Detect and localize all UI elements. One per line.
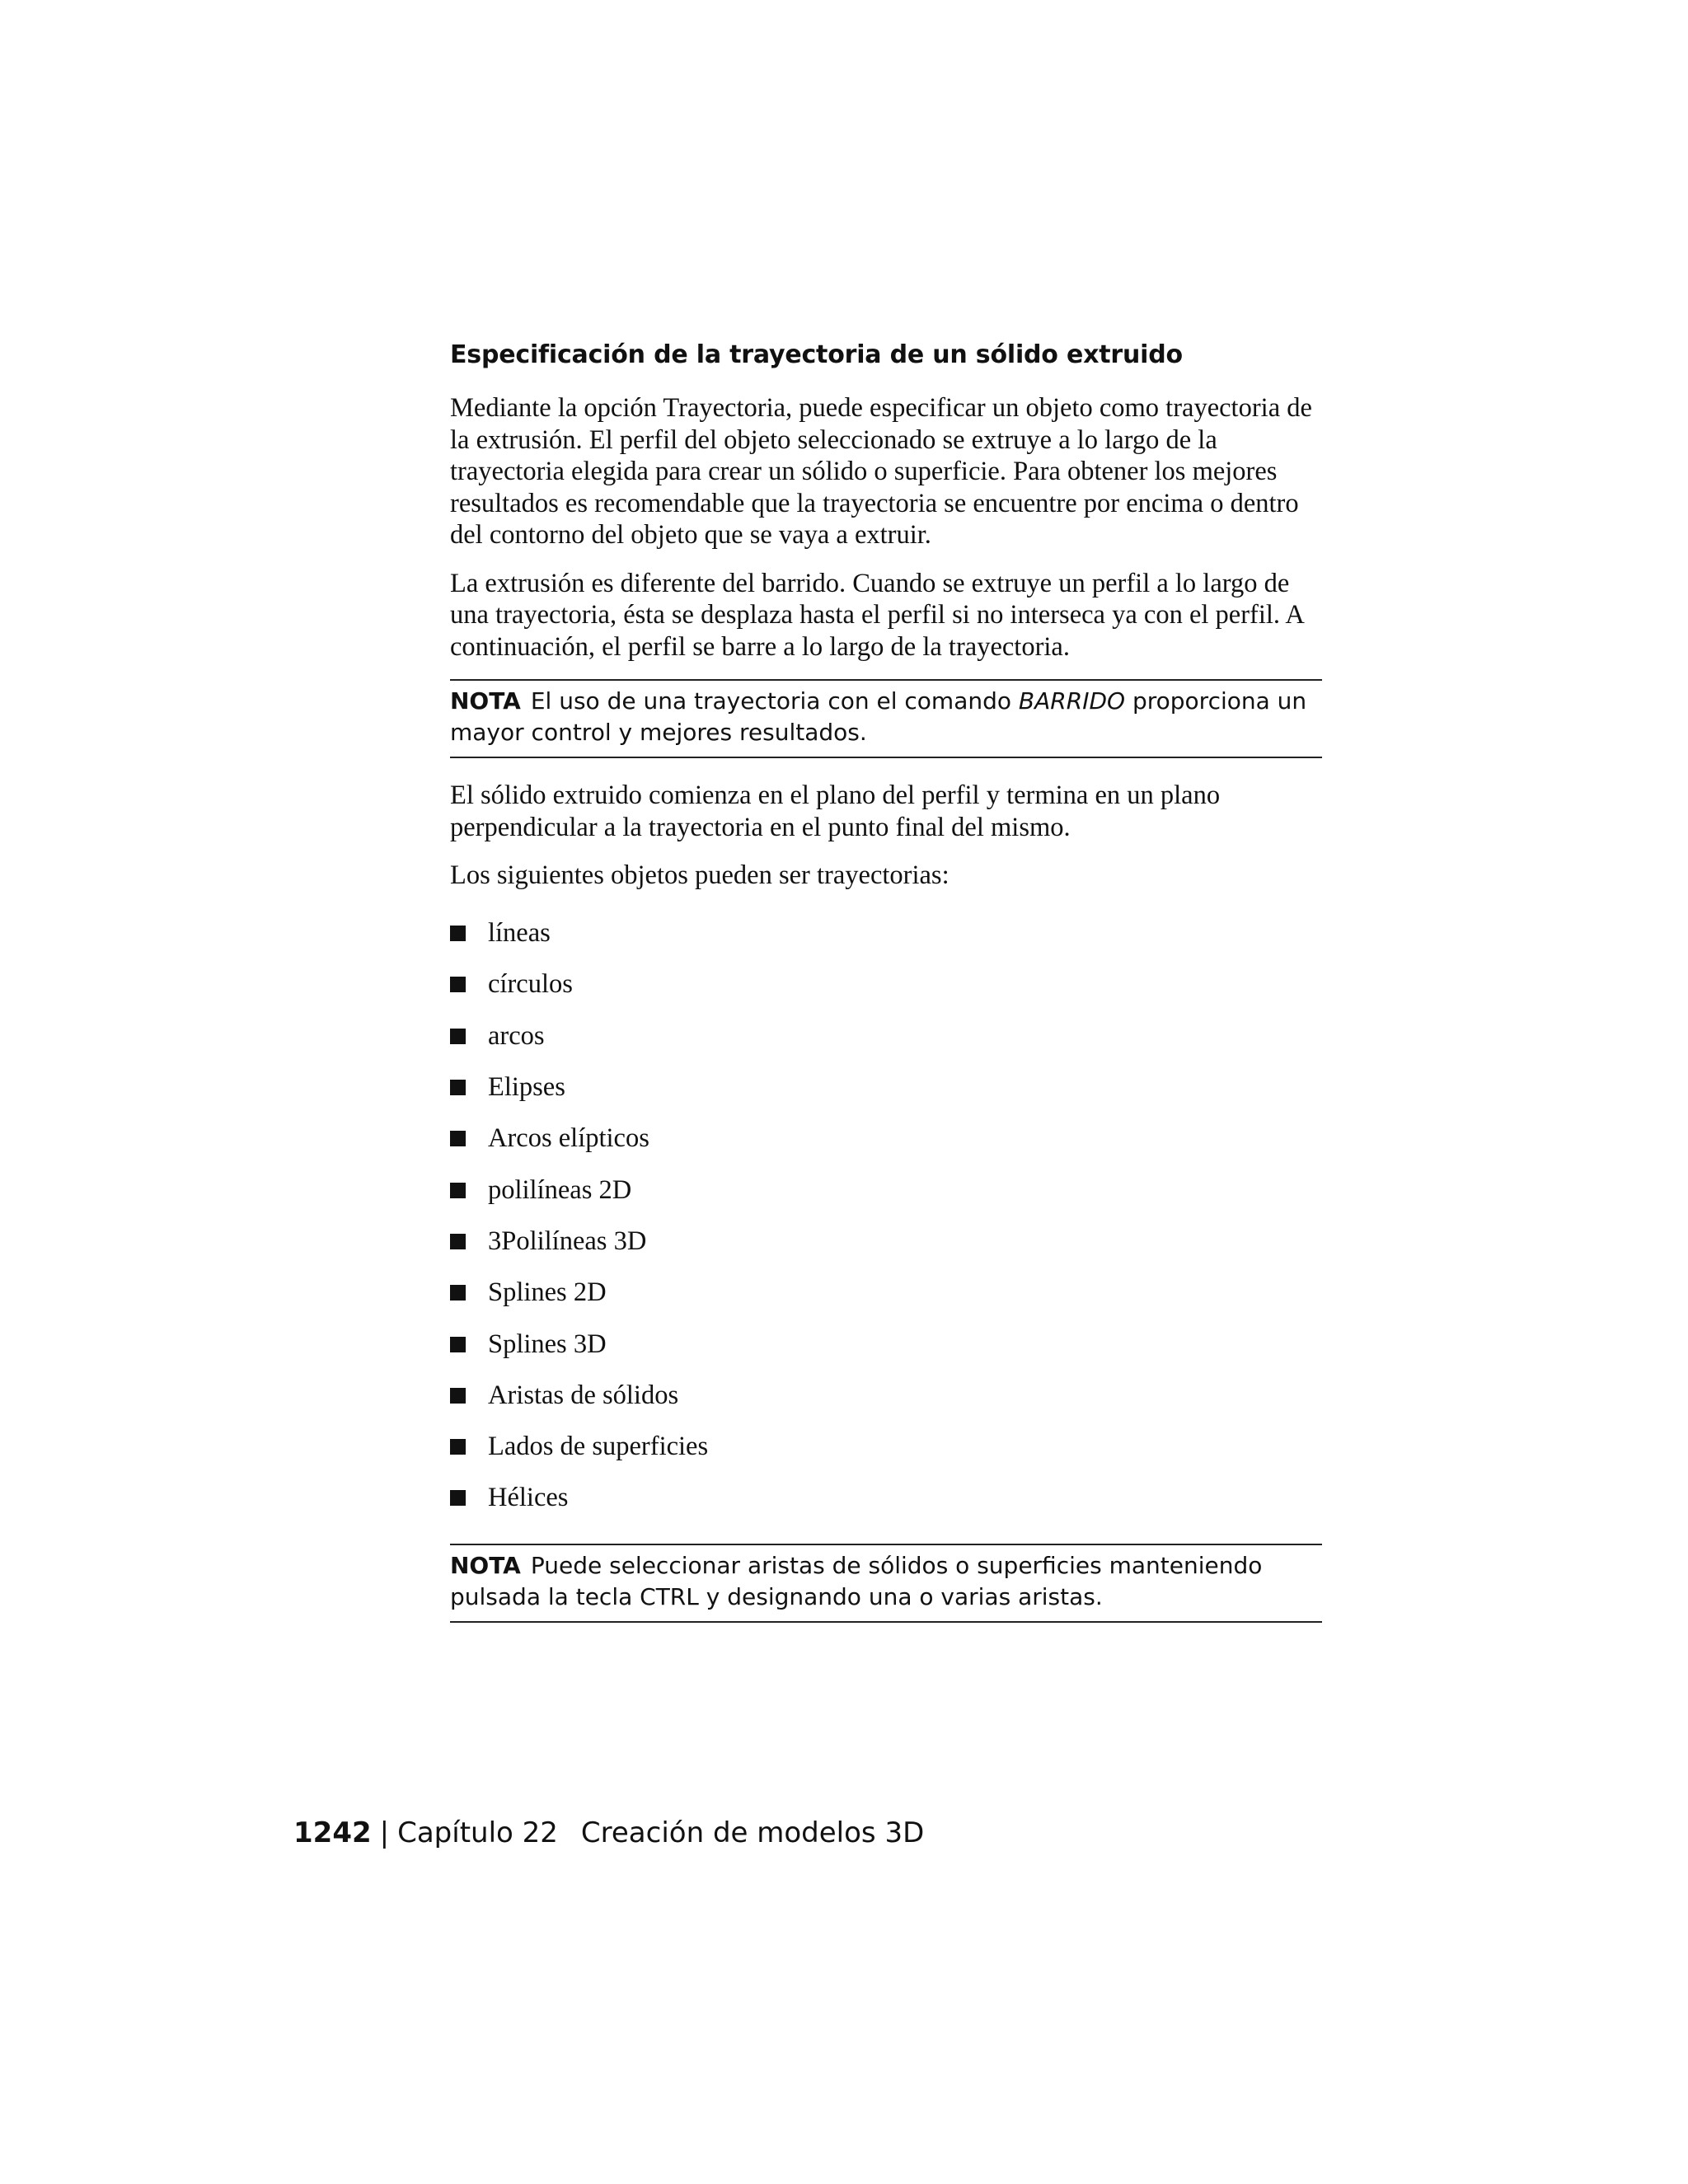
square-bullet-icon [450,1439,466,1455]
square-bullet-icon [450,926,466,941]
note-command-name: BARRIDO [1018,687,1126,715]
square-bullet-icon [450,1337,466,1352]
list-item [450,1216,1322,1267]
square-bullet-icon [450,1490,466,1506]
list-item-label: Arcos elípticos [488,1123,649,1154]
square-bullet-icon [450,1131,466,1146]
list-item [450,1473,1322,1524]
list-item-label: Hélices [488,1483,569,1513]
square-bullet-icon [450,1388,466,1404]
list-item-label: círculos [488,969,573,1000]
list-item [450,908,1322,959]
list-item [450,1010,1322,1062]
note-label: NOTA [450,687,521,715]
note-text: Puede seleccionar aristas de sólidos o superficies manteniendo pulsada la tecla CTRL y designando una o varias aristas. [450,1552,1263,1611]
list-item-label: arcos [488,1020,545,1051]
list-item [450,1268,1322,1319]
page-number: 1242 [293,1816,372,1849]
list-item [450,1113,1322,1165]
list-item-label: polilíneas 2D [488,1174,632,1205]
list-item-label: Splines 2D [488,1277,607,1308]
page-footer [293,1813,924,1853]
square-bullet-icon [450,977,466,992]
chapter-title: Creación de modelos 3D [580,1816,925,1849]
square-bullet-icon [450,1183,466,1198]
note-text-after: proporciona un mayor control y mejores resultados. [450,687,1307,746]
list-item-label: líneas [488,918,551,949]
square-bullet-icon [450,1285,466,1301]
list-item [450,1165,1322,1216]
note-box-sweep [450,679,1322,758]
list-item-label: Splines 3D [488,1329,607,1359]
footer-separator: | [379,1816,390,1849]
list-item-label: Aristas de sólidos [488,1380,679,1410]
chapter-label: Capítulo 22 [397,1816,558,1849]
note-label: NOTA [450,1552,521,1580]
list-item-label: Elipses [488,1072,565,1103]
paragraph-extruded-solid: El sólido extruido comienza en el plano del perfil y termina en un plano perpendicular a la trayectoria en el punto final del mismo. [450,780,1221,842]
list-item-label: 3Polilíneas 3D [488,1226,647,1256]
paragraph-extrusion-vs-sweep: La extrusión es diferente del barrido. Cuando se extruye un perfil a lo largo de una trayectoria, ésta se desplaza hasta el perfil si no interseca ya con el perfil. A continuación, el perfil se barre a lo largo de la trayectoria. [450,568,1304,662]
square-bullet-icon [450,1080,466,1095]
section-heading: Especificación de la trayectoria de un sólido extruido [450,340,1183,369]
list-item [450,1319,1322,1370]
list-item-label: Lados de superficies [488,1432,709,1462]
paragraph-path-option: Mediante la opción Trayectoria, puede especificar un objeto como trayectoria de la extrusión. El perfil del objeto seleccionado se extruye a lo largo de la trayectoria elegida para crear un sólido o superficie. Para obtener los mejores resultados es recomendable que la trayectoria se encuentre por encima o dentro del contorno del objeto que se vaya a extruir. [450,393,1312,550]
square-bullet-icon [450,1234,466,1249]
paragraph-list-intro: Los siguientes objetos pueden ser trayectorias: [450,860,950,890]
note-box-ctrl-selection [450,1544,1322,1623]
page-content [450,336,1322,1644]
note-text-before: El uso de una trayectoria con el comando [530,687,1019,715]
list-item [450,959,1322,1010]
list-item [450,1421,1322,1472]
path-objects-list [450,908,1322,1525]
list-item [450,1370,1322,1421]
square-bullet-icon [450,1029,466,1044]
list-item [450,1062,1322,1113]
